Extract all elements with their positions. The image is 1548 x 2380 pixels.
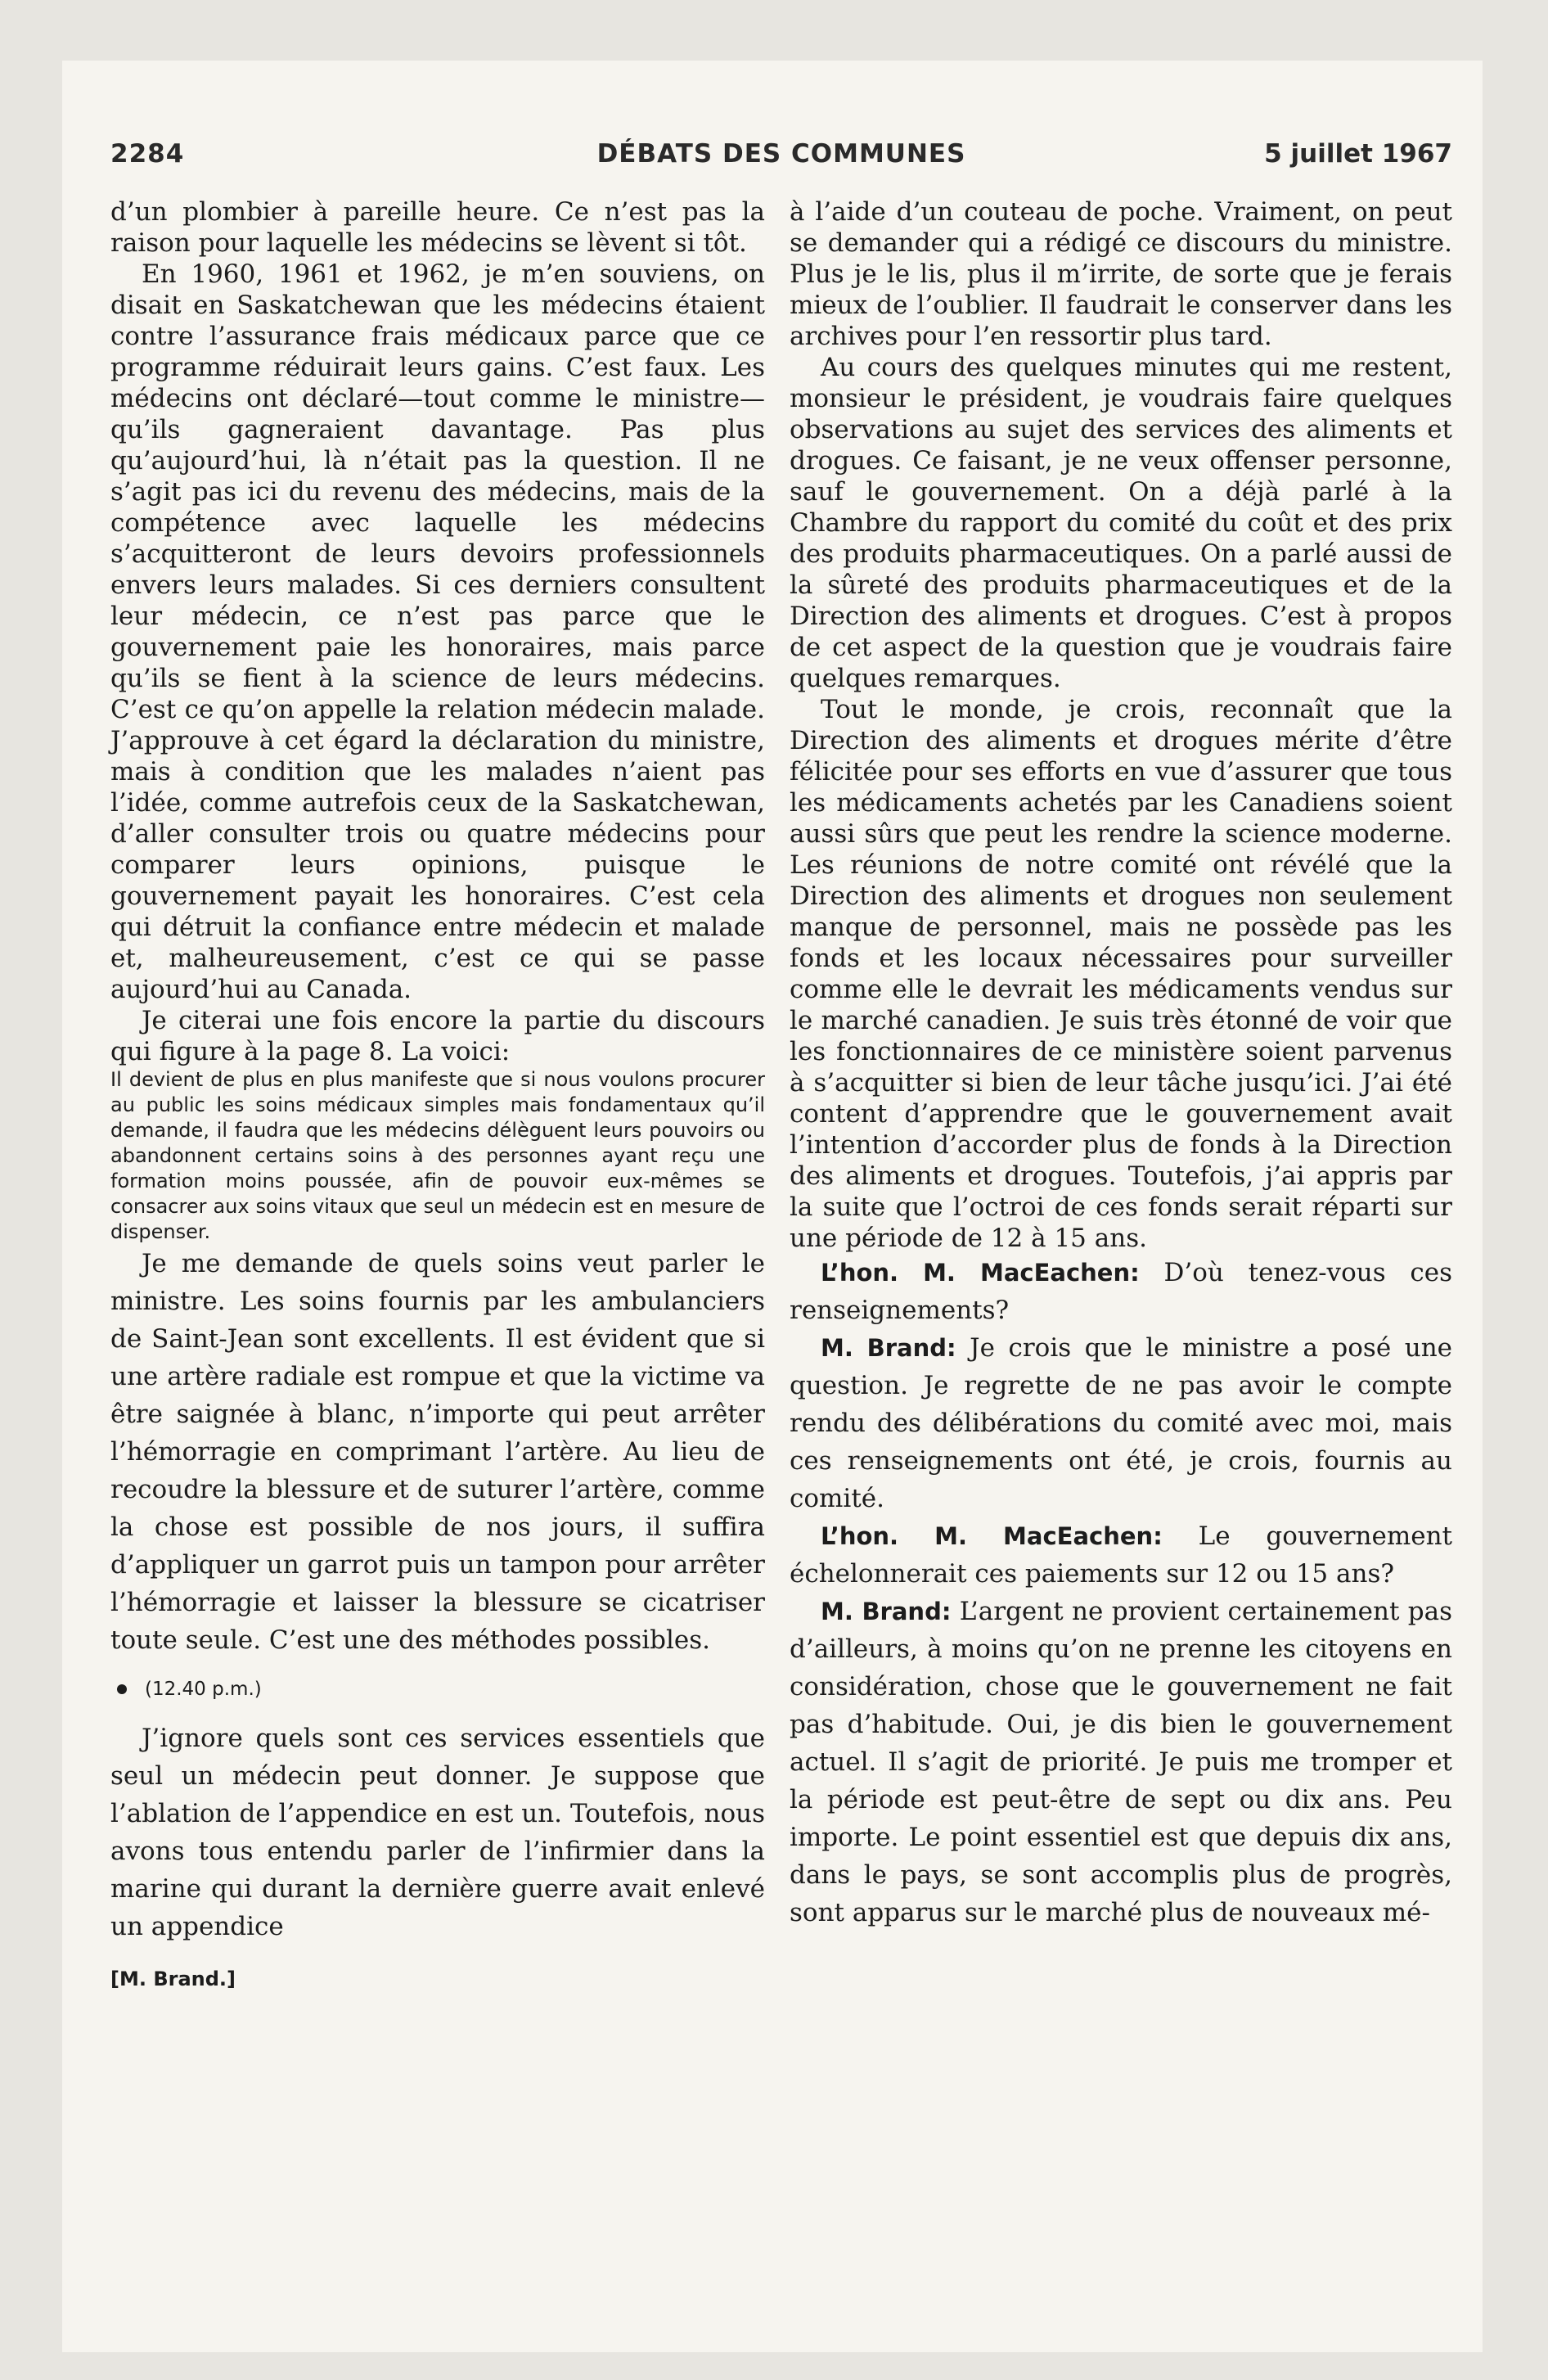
speech-text: Je crois que le ministre a posé une question. Je regrette de ne pas avoir le compte rendu des délibérations du comité avec moi, mais ces renseignements ont été, je crois, fournis au comité. [790, 1333, 1453, 1513]
speaker-name: M. Brand: [821, 1334, 956, 1362]
paragraph: En 1960, 1961 et 1962, je m’en souviens, on disait en Saskatchewan que les médecins étaient contre l’assurance frais médicaux parce que ce programme réduirait leurs gains. C’est faux. Les médecins ont déclaré—tout comme le ministre—qu’ils gagneraient davantage. Pas plus qu’aujourd’hui, là n’était pas la question. Il ne s’agit pas ici du revenu des médecins, mais de la compétence avec laquelle les médecins s’acquitteront de leurs devoirs professionnels envers leurs malades. Si ces derniers consultent leur médecin, ce n’est pas parce que le gouvernement paie les honoraires, mais parce qu’ils se fient à la science de leurs médecins. C’est ce qu’on appelle la relation médecin malade. J’approuve à cet égard la déclaration du ministre, mais à condition que les malades n’aient pas l’idée, comme autrefois ceux de la Saskatchewan, d’aller consulter trois ou quatre médecins pour comparer leurs opinions, puisque le gouvernement payait les honoraires. C’est cela qui détruit la confiance entre médecin et malade et, malheureusement, c’est ce qui se passe aujourd’hui au Canada. [110, 259, 765, 1004]
paragraph: Je me demande de quels soins veut parler le ministre. Les soins fournis par les ambulanciers de Saint-Jean sont excellents. Il est évident que si une artère radiale est rompue et que la victime va être saignée à blanc, n’importe qui peut arrêter l’hémorragie en comprimant l’artère. Au lieu de recoudre la blessure et de suturer l’artère, comme la chose est possible de nos jours, il suffira d’appliquer un garrot puis un tampon pour arrêter l’hémorragie et laisser la blessure se cicatriser toute seule. C’est une des méthodes possibles. [110, 1249, 765, 1655]
speech-entry [790, 1517, 1452, 1593]
left-column [110, 196, 765, 1995]
paragraph: J’ignore quels sont ces services essentiels que seul un médecin peut donner. Je suppose que l’ablation de l’appendice en est un. Toutefois, nous avons tous entendu parler de l’infirmier dans la marine qui durant la dernière guerre avait enlevé un appendice [110, 1724, 765, 1941]
paragraph: Je citerai une fois encore la partie du discours qui figure à la page 8. La voici: [110, 1006, 765, 1066]
speaker-footer: [M. Brand.] [110, 1968, 236, 1990]
speaker-name: M. Brand: [821, 1598, 952, 1625]
journal-title: DÉBATS DES COMMUNES [596, 139, 966, 169]
block-quote: Il devient de plus en plus manifeste que si nous voulons procurer au public les soins médicaux simples mais fondamentaux qu’il demande, il faudra que les médecins délèguent leurs pouvoirs ou abandonnent certains soins à des personnes ayant reçu une formation moins poussée, afin de pouvoir eux-mêmes se consacrer aux soins vitaux que seul un médecin est en mesure de dispenser. [110, 1068, 765, 1243]
right-column [790, 196, 1452, 1931]
speaker-name: L’hon. M. MacEachen: [821, 1259, 1140, 1287]
speech-entry [790, 1593, 1452, 1931]
paragraph: à l’aide d’un couteau de poche. Vraiment, on peut se demander qui a rédigé ce discours du ministre. Plus je le lis, plus il m’irrite, de sorte que je ferais mieux de l’oublier. Il faudrait le conserver dans les archives pour l’en ressortir plus tard. [790, 197, 1452, 351]
timestamp: (12.40 p.m.) [110, 1674, 765, 1705]
speaker-name: L’hon. M. MacEachen: [821, 1522, 1163, 1550]
page-date: 5 juillet 1967 [1264, 139, 1452, 169]
paragraph: Tout le monde, je crois, reconnaît que la Direction des aliments et drogues mérite d’être félicitée pour ses efforts en vue d’assurer que tous les médicaments achetés par les Canadiens soient aussi sûrs que peut les rendre la science moderne. Les réunions de notre comité ont révélé que la Direction des aliments et drogues non seulement manque de personnel, mais ne possède pas les fonds et les locaux nécessaires pour surveiller comme elle le devrait les médicaments vendus sur le marché canadien. Je suis très étonné de voir que les fonctionnaires de ce ministère soient parvenus à s’acquitter si bien de leur tâche jusqu’ici. J’ai été content d’apprendre que le gouvernement avait l’intention d’accorder plus de fonds à la Direction des aliments et drogues. Toutefois, j’ai appris par la suite que l’octroi de ces fonds serait réparti sur une période de 12 à 15 ans. [790, 695, 1452, 1253]
speech-entry [790, 1329, 1452, 1517]
page-number: 2284 [110, 139, 185, 169]
speech-text: D’où tenez-vous ces renseignements? [790, 1258, 1452, 1325]
speech-text: Le gouvernement échelonnerait ces paiements sur 12 ou 15 ans? [790, 1521, 1453, 1589]
bullet-icon [117, 1684, 127, 1694]
paragraph: d’un plombier à pareille heure. Ce n’est pas la raison pour laquelle les médecins se lèvent si tôt. [110, 197, 765, 258]
speech-text: L’argent ne provient certainement pas d’ailleurs, à moins qu’on ne prenne les citoyens en considération, chose que le gouvernement ne fait pas d’habitude. Oui, je dis bien le gouvernement actuel. Il s’agit de priorité. Je puis me tromper et la période est peut-être de sept ou dix ans. Peu importe. Le point essentiel est que depuis dix ans, dans le pays, se sont accomplis plus de progrès, sont apparus sur le marché plus de nouveaux mé- [790, 1597, 1452, 1927]
page-header [110, 139, 1452, 178]
speech-entry [790, 1254, 1452, 1329]
paragraph: Au cours des quelques minutes qui me restent, monsieur le président, je voudrais faire quelques observations au sujet des services des aliments et drogues. Ce faisant, je ne veux offenser personne, sauf le gouvernement. On a déjà parlé à la Chambre du rapport du comité du coût et des prix des produits pharmaceutiques. On a parlé aussi de la sûreté des produits pharmaceutiques et de la Direction des aliments et drogues. C’est à propos de cet aspect de la question que je voudrais faire quelques remarques. [790, 353, 1452, 693]
